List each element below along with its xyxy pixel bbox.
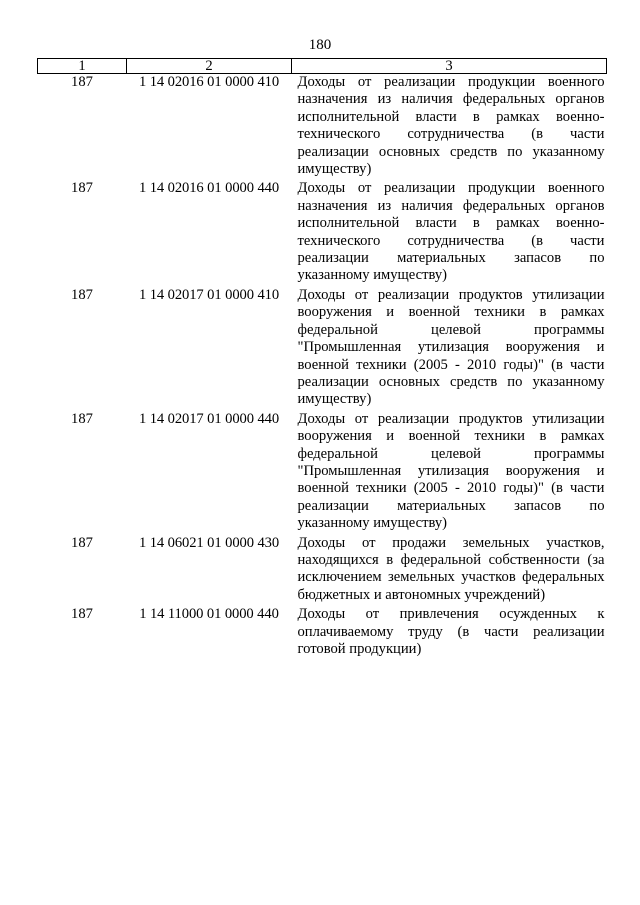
income-code-cell: 1 14 06021 01 0000 430 — [138, 534, 280, 551]
admin-code-cell: 187 — [71, 180, 93, 197]
table-row — [38, 606, 607, 660]
income-codes-table — [37, 58, 607, 660]
table-header — [38, 59, 607, 74]
admin-code-cell: 187 — [71, 410, 93, 427]
income-code-cell: 1 14 11000 01 0000 440 — [139, 606, 279, 623]
header-row — [38, 59, 607, 74]
description-cell: Доходы от реализации продуктов утилизации вооружения и военной техники в рамках федеральной целевой программы "Промышленная утилизация вооружения и военной техники (2005 - 2010 годы)" (в части реализации основных средств по указанному имуществу) — [297, 286, 605, 408]
income-code-cell: 1 14 02016 01 0000 440 — [138, 180, 280, 197]
page-number: 180 — [308, 37, 332, 53]
description-cell: Доходы от реализации продукции военного назначения из наличия федеральных органов исполнительной власти в рамках военно-технического сотрудничества (в части реализации материальных запасов по указанному имуществу) — [297, 180, 605, 284]
income-code-cell: 1 14 02017 01 0000 440 — [138, 410, 280, 427]
header-column-3: 3 — [292, 59, 607, 74]
admin-code-cell: 187 — [71, 606, 93, 623]
description-cell: Доходы от реализации продукции военного назначения из наличия федеральных органов исполнительной власти в рамках военно-технического сотрудничества (в части реализации основных средств по указанному имуществу) — [297, 74, 605, 178]
income-code-cell: 1 14 02017 01 0000 410 — [138, 286, 280, 303]
table-row — [38, 535, 607, 607]
table-row — [38, 287, 607, 411]
admin-code-cell: 187 — [71, 74, 93, 90]
admin-code-cell: 187 — [71, 534, 93, 551]
table-body — [38, 74, 607, 661]
header-column-2: 2 — [127, 59, 292, 74]
description-cell: Доходы от продажи земельных участков, находящихся в федеральной собственности (за исключением земельных участков федеральных бюджетных и автономных учреждений) — [297, 534, 605, 603]
table-row — [38, 411, 607, 535]
description-cell: Доходы от привлечения осужденных к оплачиваемому труду (в части реализации готовой продукции) — [297, 606, 605, 657]
table-row — [38, 74, 607, 181]
description-cell: Доходы от реализации продуктов утилизации вооружения и военной техники в рамках федеральной целевой программы "Промышленная утилизация вооружения и военной техники (2005 - 2010 годы)" (в части реализации материальных запасов по указанному имуществу) — [297, 410, 605, 532]
header-column-1: 1 — [38, 59, 127, 74]
table-row — [38, 180, 607, 286]
admin-code-cell: 187 — [71, 286, 93, 303]
income-code-cell: 1 14 02016 01 0000 410 — [138, 74, 280, 90]
